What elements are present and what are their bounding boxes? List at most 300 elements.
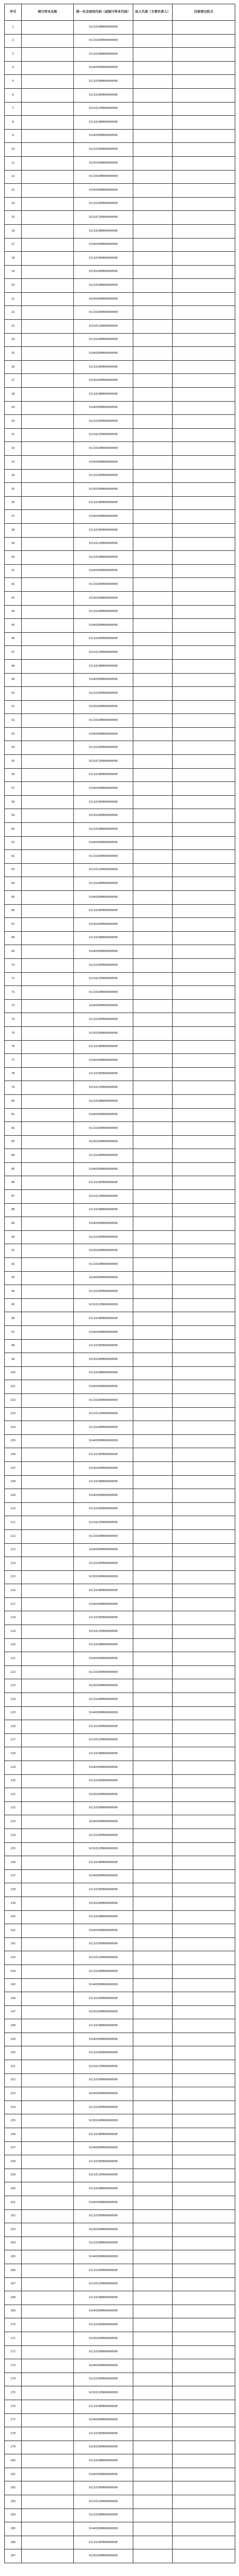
cell-code: 91440300MA00000000 <box>74 1108 133 1122</box>
cell-name <box>22 2468 74 2481</box>
cell-dept <box>173 102 235 116</box>
cell-rep <box>133 1856 173 1870</box>
cell-rep <box>133 2549 173 2563</box>
table-row <box>5 1978 235 1992</box>
table-row <box>5 2359 235 2373</box>
cell-no: 144 <box>5 1965 22 1978</box>
cell-dept <box>173 265 235 279</box>
table-row <box>5 143 235 157</box>
header-rep: 法人代表（主要负责人） <box>133 4 173 21</box>
cell-dept <box>173 1081 235 1095</box>
cell-name <box>22 564 74 578</box>
cell-rep <box>133 2481 173 2495</box>
cell-dept <box>173 2060 235 2074</box>
cell-name <box>22 2481 74 2495</box>
cell-dept <box>173 2481 235 2495</box>
cell-no: 80 <box>5 1094 22 1108</box>
table-row <box>5 958 235 972</box>
cell-name <box>22 1679 74 1693</box>
cell-dept <box>173 1040 235 1054</box>
cell-dept <box>173 632 235 646</box>
cell-no: 147 <box>5 2005 22 2019</box>
cell-name <box>22 2101 74 2114</box>
cell-rep <box>133 360 173 374</box>
cell-code: 91310115MA00000000 <box>74 1298 133 1312</box>
cell-code: 91310115MA00000000 <box>74 320 133 334</box>
cell-name <box>22 1597 74 1611</box>
table-row <box>5 1788 235 1802</box>
table-row <box>5 1679 235 1693</box>
cell-dept <box>173 1244 235 1258</box>
cell-code: 91440300MA00000000 <box>74 673 133 687</box>
cell-no: 95 <box>5 1298 22 1312</box>
cell-name <box>22 129 74 143</box>
cell-dept <box>173 1557 235 1571</box>
cell-no: 68 <box>5 931 22 945</box>
cell-code: 91310115MA00000000 <box>74 2277 133 2291</box>
cell-no: 186 <box>5 2536 22 2549</box>
cell-name <box>22 945 74 959</box>
cell-no: 109 <box>5 1489 22 1503</box>
cell-rep <box>133 2332 173 2345</box>
cell-no: 176 <box>5 2400 22 2413</box>
cell-dept <box>173 2441 235 2454</box>
cell-code: 91110105MA00000000 <box>74 2155 133 2169</box>
cell-rep <box>133 1883 173 1897</box>
cell-code: 91110105MA00000000 <box>74 2264 133 2277</box>
cell-rep <box>133 1992 173 2006</box>
cell-rep <box>133 1638 173 1652</box>
cell-rep <box>133 469 173 483</box>
cell-dept <box>173 1393 235 1407</box>
cell-rep <box>133 1584 173 1598</box>
cell-rep <box>133 1788 173 1802</box>
table-row <box>5 21 235 35</box>
table-row <box>5 2345 235 2359</box>
cell-dept <box>173 2073 235 2087</box>
cell-dept <box>173 1217 235 1231</box>
cell-dept <box>173 2332 235 2345</box>
cell-code: 91110108MA00000000 <box>74 1149 133 1163</box>
cell-dept <box>173 1801 235 1815</box>
cell-code: 91110108MA00000000 <box>74 170 133 184</box>
table-row <box>5 1339 235 1353</box>
cell-name <box>22 1244 74 1258</box>
cell-no: 120 <box>5 1638 22 1652</box>
table-row <box>5 184 235 198</box>
cell-rep <box>133 1217 173 1231</box>
cell-rep <box>133 1516 173 1530</box>
table-row <box>5 2413 235 2427</box>
cell-name <box>22 1380 74 1394</box>
cell-rep <box>133 1258 173 1272</box>
cell-rep <box>133 2114 173 2128</box>
cell-name <box>22 2400 74 2413</box>
cell-dept <box>173 1856 235 1870</box>
cell-rep <box>133 931 173 945</box>
cell-rep <box>133 1203 173 1217</box>
cell-no: 27 <box>5 374 22 388</box>
cell-dept <box>173 918 235 932</box>
cell-dept <box>173 1924 235 1938</box>
table-row <box>5 2549 235 2563</box>
cell-no: 5 <box>5 75 22 89</box>
cell-dept <box>173 823 235 837</box>
cell-no: 184 <box>5 2509 22 2522</box>
cell-name <box>22 1461 74 1475</box>
cell-name <box>22 1149 74 1163</box>
cell-code: 91330100MA00000000 <box>74 918 133 932</box>
table-row <box>5 918 235 932</box>
cell-dept <box>173 360 235 374</box>
table-row <box>5 2237 235 2250</box>
table-row <box>5 2155 235 2169</box>
cell-no: 105 <box>5 1434 22 1448</box>
cell-name <box>22 1978 74 1992</box>
cell-code: 91110105MA00000000 <box>74 1122 133 1136</box>
cell-name <box>22 1529 74 1543</box>
cell-name <box>22 2441 74 2454</box>
cell-dept <box>173 2386 235 2400</box>
cell-dept <box>173 605 235 619</box>
cell-no: 106 <box>5 1448 22 1462</box>
cell-no: 48 <box>5 659 22 673</box>
cell-dept <box>173 1951 235 1965</box>
cell-code: 91330100MA00000000 <box>74 1026 133 1040</box>
cell-name <box>22 211 74 225</box>
header-code: 统一社会信用代码（或统计样本代码） <box>74 4 133 21</box>
cell-no: 110 <box>5 1502 22 1516</box>
cell-code: 91110108MA00000000 <box>74 986 133 1000</box>
cell-no: 101 <box>5 1380 22 1394</box>
cell-name <box>22 1842 74 1856</box>
cell-dept <box>173 2264 235 2277</box>
cell-name <box>22 1965 74 1978</box>
table-row <box>5 1326 235 1340</box>
cell-dept <box>173 2509 235 2522</box>
cell-dept <box>173 469 235 483</box>
cell-code: 91110105MA00000000 <box>74 1230 133 1244</box>
table-header <box>5 4 235 21</box>
cell-name <box>22 904 74 918</box>
cell-code: 91440300MA00000000 <box>74 2413 133 2427</box>
cell-dept <box>173 2468 235 2481</box>
table-row <box>5 2264 235 2277</box>
table-row <box>5 2509 235 2522</box>
cell-code: 91110105MA00000000 <box>74 1448 133 1462</box>
cell-rep <box>133 1761 173 1775</box>
cell-code: 91110108MA00000000 <box>74 333 133 347</box>
cell-code: 91310115MA00000000 <box>74 428 133 442</box>
cell-rep <box>133 2468 173 2481</box>
cell-no: 100 <box>5 1366 22 1380</box>
table-row <box>5 2536 235 2549</box>
cell-code: 91110108MA00000000 <box>74 1638 133 1652</box>
cell-name <box>22 1285 74 1299</box>
cell-no: 92 <box>5 1258 22 1272</box>
cell-no: 168 <box>5 2291 22 2305</box>
cell-name <box>22 1897 74 1910</box>
table-row <box>5 551 235 565</box>
cell-rep <box>133 170 173 184</box>
cell-rep <box>133 306 173 320</box>
cell-name <box>22 2291 74 2305</box>
table-row <box>5 1230 235 1244</box>
cell-code: 91440300MA00000000 <box>74 2033 133 2046</box>
cell-dept <box>173 2155 235 2169</box>
cell-name <box>22 700 74 714</box>
cell-no: 145 <box>5 1978 22 1992</box>
table-row <box>5 850 235 864</box>
table-row <box>5 1026 235 1040</box>
cell-rep <box>133 999 173 1013</box>
cell-no: 117 <box>5 1597 22 1611</box>
cell-name <box>22 1013 74 1027</box>
cell-rep <box>133 1135 173 1149</box>
cell-code: 91440300MA00000000 <box>74 782 133 796</box>
cell-name <box>22 1203 74 1217</box>
cell-rep <box>133 510 173 524</box>
cell-name <box>22 1665 74 1679</box>
cell-dept <box>173 306 235 320</box>
cell-name <box>22 1176 74 1190</box>
table-row <box>5 1693 235 1707</box>
table-row <box>5 2427 235 2441</box>
cell-no: 173 <box>5 2359 22 2373</box>
cell-rep <box>133 918 173 932</box>
cell-dept <box>173 2522 235 2536</box>
cell-code: 91330100MA00000000 <box>74 2114 133 2128</box>
cell-rep <box>133 1122 173 1136</box>
cell-name <box>22 1720 74 1734</box>
cell-rep <box>133 1815 173 1829</box>
cell-code: 91110105MA00000000 <box>74 1393 133 1407</box>
cell-name <box>22 2019 74 2033</box>
table-row <box>5 1937 235 1951</box>
cell-rep <box>133 61 173 75</box>
cell-name <box>22 1108 74 1122</box>
cell-no: 24 <box>5 333 22 347</box>
cell-dept <box>173 374 235 388</box>
cell-no: 185 <box>5 2522 22 2536</box>
table-row <box>5 442 235 456</box>
cell-code: 91310115MA00000000 <box>74 2169 133 2182</box>
cell-rep <box>133 1747 173 1761</box>
cell-name <box>22 850 74 864</box>
cell-rep <box>133 415 173 429</box>
cell-dept <box>173 578 235 592</box>
cell-code: 91110105MA00000000 <box>74 360 133 374</box>
cell-rep <box>133 945 173 959</box>
table-row <box>5 1652 235 1666</box>
cell-dept <box>173 850 235 864</box>
cell-code: 91110108MA00000000 <box>74 877 133 891</box>
cell-no: 161 <box>5 2196 22 2210</box>
cell-rep <box>133 727 173 741</box>
table-row <box>5 809 235 823</box>
cell-rep <box>133 1339 173 1353</box>
cell-rep <box>133 741 173 755</box>
cell-no: 72 <box>5 986 22 1000</box>
cell-name <box>22 605 74 619</box>
cell-code: 91330100MA00000000 <box>74 265 133 279</box>
cell-dept <box>173 1720 235 1734</box>
cell-dept <box>173 891 235 905</box>
cell-dept <box>173 863 235 877</box>
cell-no: 119 <box>5 1625 22 1639</box>
cell-dept <box>173 1829 235 1842</box>
cell-code: 91110108MA00000000 <box>74 768 133 782</box>
table-row <box>5 646 235 660</box>
cell-dept <box>173 986 235 1000</box>
cell-rep <box>133 1910 173 1924</box>
cell-code: 91330100MA00000000 <box>74 2332 133 2345</box>
cell-no: 155 <box>5 2114 22 2128</box>
table-row <box>5 483 235 497</box>
cell-name <box>22 1584 74 1598</box>
cell-no: 36 <box>5 496 22 510</box>
cell-rep <box>133 1801 173 1815</box>
cell-dept <box>173 2223 235 2237</box>
cell-no: 41 <box>5 564 22 578</box>
table-row <box>5 1584 235 1598</box>
table-row <box>5 2209 235 2223</box>
cell-no: 32 <box>5 442 22 456</box>
cell-name <box>22 1407 74 1421</box>
cell-dept <box>173 1190 235 1204</box>
cell-code: 91440300MA00000000 <box>74 619 133 633</box>
cell-no: 159 <box>5 2169 22 2182</box>
cell-dept <box>173 809 235 823</box>
cell-no: 49 <box>5 673 22 687</box>
cell-dept <box>173 2400 235 2413</box>
cell-code: 91110108MA00000000 <box>74 279 133 293</box>
cell-name <box>22 836 74 850</box>
cell-code: 91110108MA00000000 <box>74 116 133 130</box>
cell-name <box>22 442 74 456</box>
cell-dept <box>173 999 235 1013</box>
cell-dept <box>173 2250 235 2264</box>
cell-rep <box>133 1176 173 1190</box>
cell-rep <box>133 1448 173 1462</box>
table-row <box>5 1040 235 1054</box>
cell-dept <box>173 904 235 918</box>
cell-dept <box>173 1992 235 2006</box>
cell-code: 91330100MA00000000 <box>74 1353 133 1367</box>
table-row <box>5 2101 235 2114</box>
table-row <box>5 2332 235 2345</box>
cell-name <box>22 2495 74 2509</box>
table-row <box>5 306 235 320</box>
cell-code: 91310115MA00000000 <box>74 2060 133 2074</box>
table-row <box>5 632 235 646</box>
cell-code: 91110105MA00000000 <box>74 795 133 809</box>
table-row <box>5 891 235 905</box>
cell-dept <box>173 2033 235 2046</box>
cell-no: 114 <box>5 1557 22 1571</box>
cell-dept <box>173 1883 235 1897</box>
cell-dept <box>173 727 235 741</box>
cell-no: 133 <box>5 1815 22 1829</box>
cell-name <box>22 986 74 1000</box>
cell-dept <box>173 1910 235 1924</box>
cell-name <box>22 1815 74 1829</box>
cell-code: 91110105MA00000000 <box>74 578 133 592</box>
cell-code: 91310115MA00000000 <box>74 211 133 225</box>
cell-rep <box>133 2373 173 2386</box>
cell-rep <box>133 2019 173 2033</box>
cell-rep <box>133 619 173 633</box>
cell-no: 187 <box>5 2549 22 2563</box>
cell-code: 91110105MA00000000 <box>74 687 133 701</box>
cell-code: 91110105MA00000000 <box>74 143 133 157</box>
cell-name <box>22 2060 74 2074</box>
cell-no: 81 <box>5 1108 22 1122</box>
cell-dept <box>173 1461 235 1475</box>
cell-name <box>22 809 74 823</box>
cell-dept <box>173 591 235 605</box>
cell-name <box>22 2155 74 2169</box>
cell-code: 91310115MA00000000 <box>74 972 133 986</box>
cell-no: 127 <box>5 1733 22 1747</box>
cell-dept <box>173 1380 235 1394</box>
table-row <box>5 1434 235 1448</box>
cell-rep <box>133 347 173 361</box>
cell-name <box>22 1135 74 1149</box>
cell-code: 91110108MA00000000 <box>74 48 133 62</box>
cell-dept <box>173 2305 235 2318</box>
cell-name <box>22 21 74 35</box>
cell-name <box>22 1625 74 1639</box>
cell-dept <box>173 1135 235 1149</box>
cell-name <box>22 619 74 633</box>
cell-rep <box>133 1706 173 1720</box>
cell-no: 73 <box>5 999 22 1013</box>
cell-code: 91440300MA00000000 <box>74 564 133 578</box>
cell-name <box>22 2359 74 2373</box>
cell-no: 61 <box>5 836 22 850</box>
table-row <box>5 279 235 293</box>
cell-rep <box>133 1026 173 1040</box>
cell-name <box>22 591 74 605</box>
cell-code: 91110105MA00000000 <box>74 904 133 918</box>
cell-rep <box>133 782 173 796</box>
table-row <box>5 2087 235 2101</box>
table-row <box>5 2386 235 2400</box>
table-row <box>5 456 235 470</box>
table-row <box>5 1638 235 1652</box>
cell-code: 91440300MA00000000 <box>74 1652 133 1666</box>
cell-name <box>22 2305 74 2318</box>
cell-rep <box>133 184 173 198</box>
cell-no: 131 <box>5 1788 22 1802</box>
cell-code: 91110108MA00000000 <box>74 224 133 238</box>
cell-rep <box>133 891 173 905</box>
table-row <box>5 1380 235 1394</box>
cell-code: 91110108MA00000000 <box>74 2454 133 2468</box>
cell-dept <box>173 1842 235 1856</box>
cell-name <box>22 116 74 130</box>
cell-rep <box>133 197 173 211</box>
cell-no: 138 <box>5 1883 22 1897</box>
registry-table <box>4 4 235 2563</box>
cell-rep <box>133 2264 173 2277</box>
cell-dept <box>173 1421 235 1435</box>
cell-code: 91330100MA00000000 <box>74 1244 133 1258</box>
cell-rep <box>133 2169 173 2182</box>
table-row <box>5 116 235 130</box>
cell-dept <box>173 34 235 48</box>
